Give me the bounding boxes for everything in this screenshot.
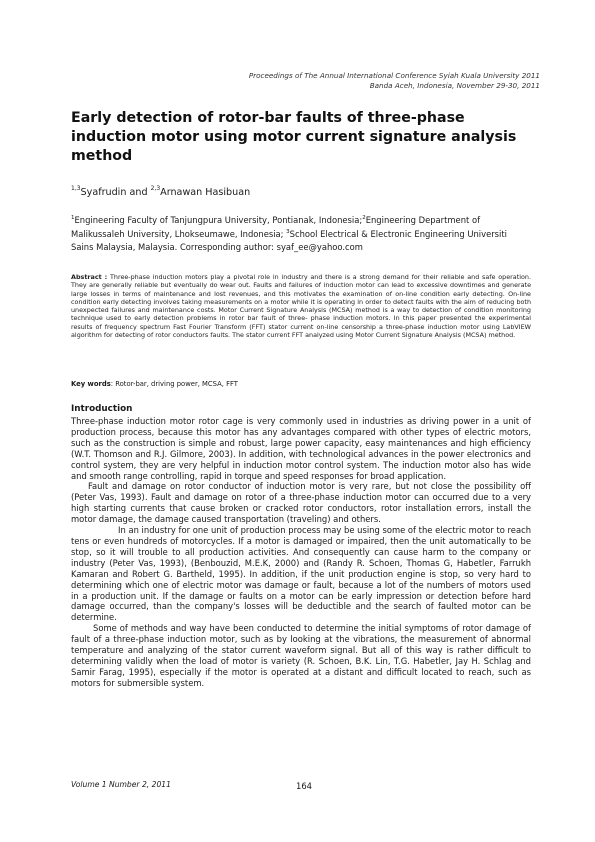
- intro-paragraph-3: In an industry for one unit of production process may be using some of the electric motor to reach tens or even hundreds of motorcycles. If a motor is damaged or impaired, then the unit automatically to be stop, so it will trouble to all production activities. And consequently can cause harm to the company or industry (Peter Vas, 1993), (Benbouzid, M.E.K, 2000) and (Randy R. Schoen, Thomas G, Habetler, Farrukh Kamaran and Robert G. Bartheld, 1995). In addition, if the unit production engine is stop, so very hard to determining which one of electric motor was damage or fault, because a lot of the numbers of motors used in a production unit. If the damage or faults on a motor can be early impression or detection before hard damage occurred, than the company's losses will be deductible and the search of faulted motor can be determine.: [71, 525, 531, 623]
- header-conference: Proceedings of The Annual International Conference Syiah Kuala University 2011: [248, 71, 540, 80]
- intro-paragraph-2: Fault and damage on rotor conductor of induction motor is very rare, but not close the possibility off (Peter Vas, 1993). Fault and damage on rotor of a three-phase induction motor can occurred due to a very high starting currents that cause broken or cracked rotor conductors, rotor installation errors, install the motor damage, the damage caused transportation (traveling) and others.: [71, 481, 531, 525]
- author-list: [71, 183, 250, 199]
- intro-paragraph-1: Three-phase induction motor rotor cage is very commonly used in industries as driving power in a unit of production process, because this motor has any advantages compared with other types of electric motors, such as the construction is simple and robust, large power capacity, easy maintenances and high efficiency (W.T. Thomson and R.J. Gilmore, 2003). In addition, with technological advances in the power electronics and control system, they are very helpful in induction motor control system. The induction motor also has wide and smooth range controlling, rapid in torque and speed responses for broad application.: [71, 416, 531, 481]
- intro-paragraph-4: Some of methods and way have been conducted to determine the initial symptoms of rotor damage of fault of a three-phase induction motor, such as by looking at the vibrations, the measurement of abnormal temperature and analyzing of the stator current waveform signal. But all of this way is rather difficult to determining validly when the load of motor is variety (R. Schoen, B.K. Lin, T.G. Habetler, Jay H. Schlag and Samir Farag, 1995), especially if the motor is operated at a distant and difficult located to reach, such as motors for submersible system.: [71, 623, 531, 688]
- affil-2-mark: 2: [362, 215, 366, 221]
- author-2-affil-mark: 2,3: [150, 185, 161, 192]
- abstract-label: Abstract :: [71, 273, 108, 281]
- introduction-body: [71, 416, 531, 689]
- affil-1-mark: 1: [71, 215, 75, 221]
- paper-title: Early detection of rotor-bar faults of three-phase induction motor using motor current signature analysis method: [71, 110, 517, 164]
- footer-volume: Volume 1 Number 2, 2011: [71, 780, 171, 789]
- affil-3-mark: 3: [286, 229, 290, 236]
- keywords-label: Key words: [71, 380, 111, 388]
- keywords: [71, 380, 238, 389]
- author-2-name: Arnawan Hasibuan: [160, 187, 251, 198]
- affil-1-text: Engineering Faculty of Tanjungpura University, Pontianak, Indonesia;: [74, 215, 363, 225]
- section-heading-introduction: Introduction: [71, 404, 133, 414]
- abstract-text: Three-phase induction motors play a pivotal role in industry and there is a strong demand for their reliable and safe operation. They are generally reliable but eventually do wear out. Faults and failures of induction motor can lead to excessive downtimes and generate large losses in terms of maintenance and lost revenues, and this motivates the examination of on-line condition early detecting. On-line condition early detecting involves taking measurements on a motor while it is operating in order to detect faults with the aim of reducing both unexpected failures and maintenance costs. Motor Current Signature Analysis (MCSA) method is a way to detection of condition monitoring technique used to early detection problems in rotor bar fault of three- phase induction motors. In this paper presented the experimental results of frequency spectrum Fast Fourier Transform (FFT) stator current on-line censorship a three-phase induction motor using LabVIEW algorithm for detecting of rotor conductors faults. The stator current FFT analyzed using Motor Current Signature Analysis (MCSA) method.: [71, 273, 531, 340]
- keywords-text: : Rotor-bar, driving power, MCSA, FFT: [110, 380, 238, 388]
- author-1-name: Syafrudin and: [80, 187, 151, 198]
- affil-3-text: School Electrical & Electronic Engineering Universiti Sains Malaysia, Malaysia. Corresponding author: syaf_ee@yahoo.com: [71, 229, 507, 252]
- author-1-affil-mark: 1,3: [71, 185, 81, 192]
- header-location: Banda Aceh, Indonesia, November 29-30, 2011: [369, 81, 540, 90]
- abstract: [71, 273, 531, 339]
- running-header: [80, 71, 540, 91]
- affiliations: [71, 212, 531, 253]
- affil-2-text: Engineering Department of Malikussaleh University, Lhokseumawe, Indonesia;: [71, 215, 481, 240]
- page-number: 164: [296, 781, 312, 791]
